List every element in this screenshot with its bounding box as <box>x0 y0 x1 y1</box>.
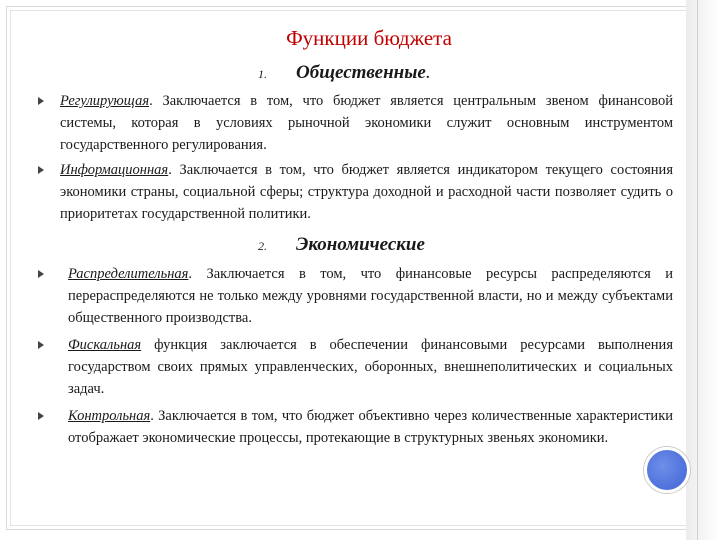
item-term: Регулирующая <box>60 93 150 109</box>
item-term: Распределительная <box>68 266 189 282</box>
section-heading-economic <box>258 234 425 256</box>
item-text: . Заключается в том, что бюджет является индикатором текущего состояния экономики страны, социальной сферы; структура доходной и расходной части позволяет судить о приоритетах государственной политики. <box>60 162 673 222</box>
section-number: 1. <box>258 67 267 81</box>
bullet-arrow-icon <box>38 166 44 174</box>
right-decor-band <box>686 0 720 540</box>
list-item-control <box>68 405 673 449</box>
list-item-regulating <box>60 90 673 156</box>
item-text: . Заключается в том, что бюджет является центральным звеном финансовой системы, которая в условиях рыночной экономики служит основным инструментом государственного регулирования. <box>60 93 673 153</box>
section-heading-public <box>258 62 431 84</box>
circle-decor-icon <box>644 447 690 493</box>
item-text: . Заключается в том, что финансовые ресурсы распределяются и перераспределяются не только между уровнями государственной власти, но и между субъектами общественного производства. <box>68 266 673 326</box>
slide-title: Функции бюджета <box>286 26 452 50</box>
item-term: Информационная <box>60 162 169 178</box>
section-heading-text: Общественные <box>296 62 426 83</box>
item-term: Контрольная <box>68 408 151 424</box>
right-decor-line <box>697 0 698 540</box>
bullet-arrow-icon <box>38 412 44 420</box>
item-term: Фискальная <box>68 337 142 353</box>
section-number: 2. <box>258 239 267 253</box>
list-item-informational <box>60 159 673 225</box>
section-heading-text: Экономические <box>296 234 425 255</box>
section-heading-suffix: . <box>425 62 431 83</box>
bullet-arrow-icon <box>38 97 44 105</box>
bullet-arrow-icon <box>38 341 44 349</box>
list-item-fiscal <box>68 334 673 400</box>
bullet-arrow-icon <box>38 270 44 278</box>
item-text: . Заключается в том, что бюджет объективно через количественные характеристики отображает экономические процессы, протекающие в структурных звеньях экономики. <box>68 408 673 446</box>
item-text: функция заключается в обеспечении финансовыми ресурсами выполнения государством своих прямых управленческих, оборонных, внешнеполитических и социальных задач. <box>68 337 673 397</box>
list-item-distributive <box>68 263 673 329</box>
